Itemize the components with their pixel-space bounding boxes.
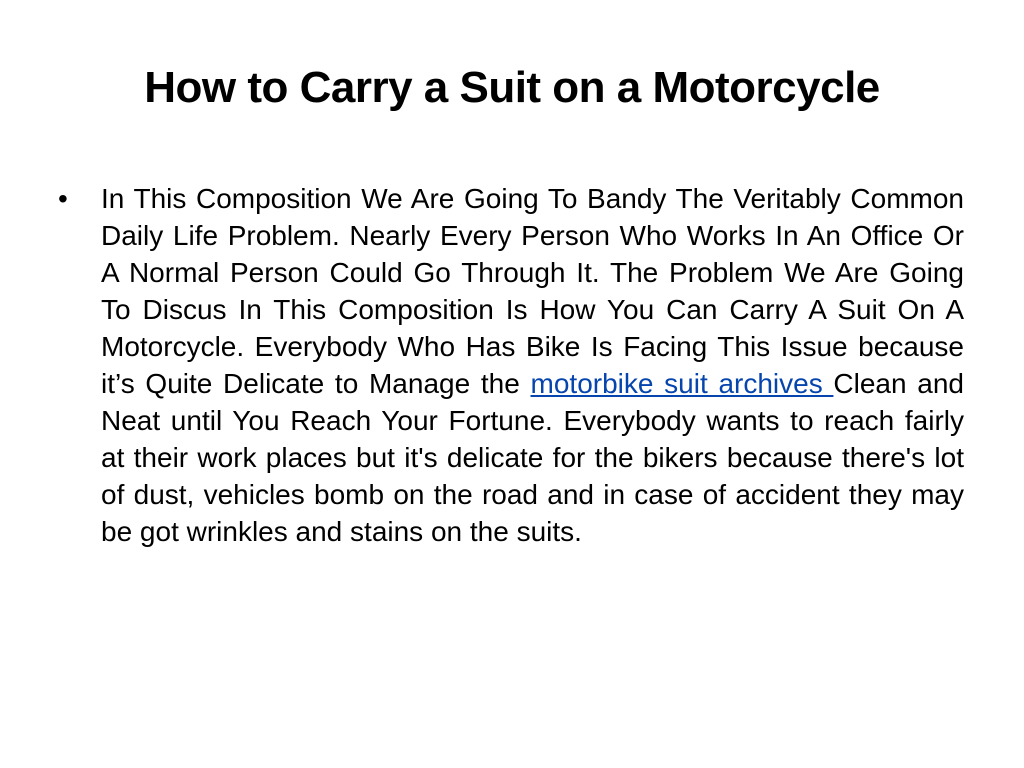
motorbike-suit-archives-link[interactable]: motorbike suit archives <box>530 368 834 399</box>
bullet-list <box>58 180 964 550</box>
paragraph-text-after-link: Clean and Neat until You Reach Your Fortune. Everybody wants to reach fairly at their work places but it's delicate for the bikers because there's lot of dust, vehicles bomb on the road and in case of accident they may be got wrinkles and stains on the suits. <box>101 368 965 547</box>
slide-content <box>58 180 964 550</box>
bullet-icon: • <box>58 183 68 214</box>
slide-title: How to Carry a Suit on a Motorcycle <box>144 63 880 112</box>
paragraph-text-before-link: In This Composition We Are Going To Bandy The Veritably Common Daily Life Problem. Nearly Every Person Who Works In An Office Or A Normal Person Could Go Through It. The Problem We Are Going To Discus In This Composition Is How You Can Carry A Suit On A Motorcycle. Everybody Who Has Bike Is Facing This Issue because it’s Quite Delicate to Manage the <box>101 183 964 399</box>
bullet-item <box>58 180 964 550</box>
